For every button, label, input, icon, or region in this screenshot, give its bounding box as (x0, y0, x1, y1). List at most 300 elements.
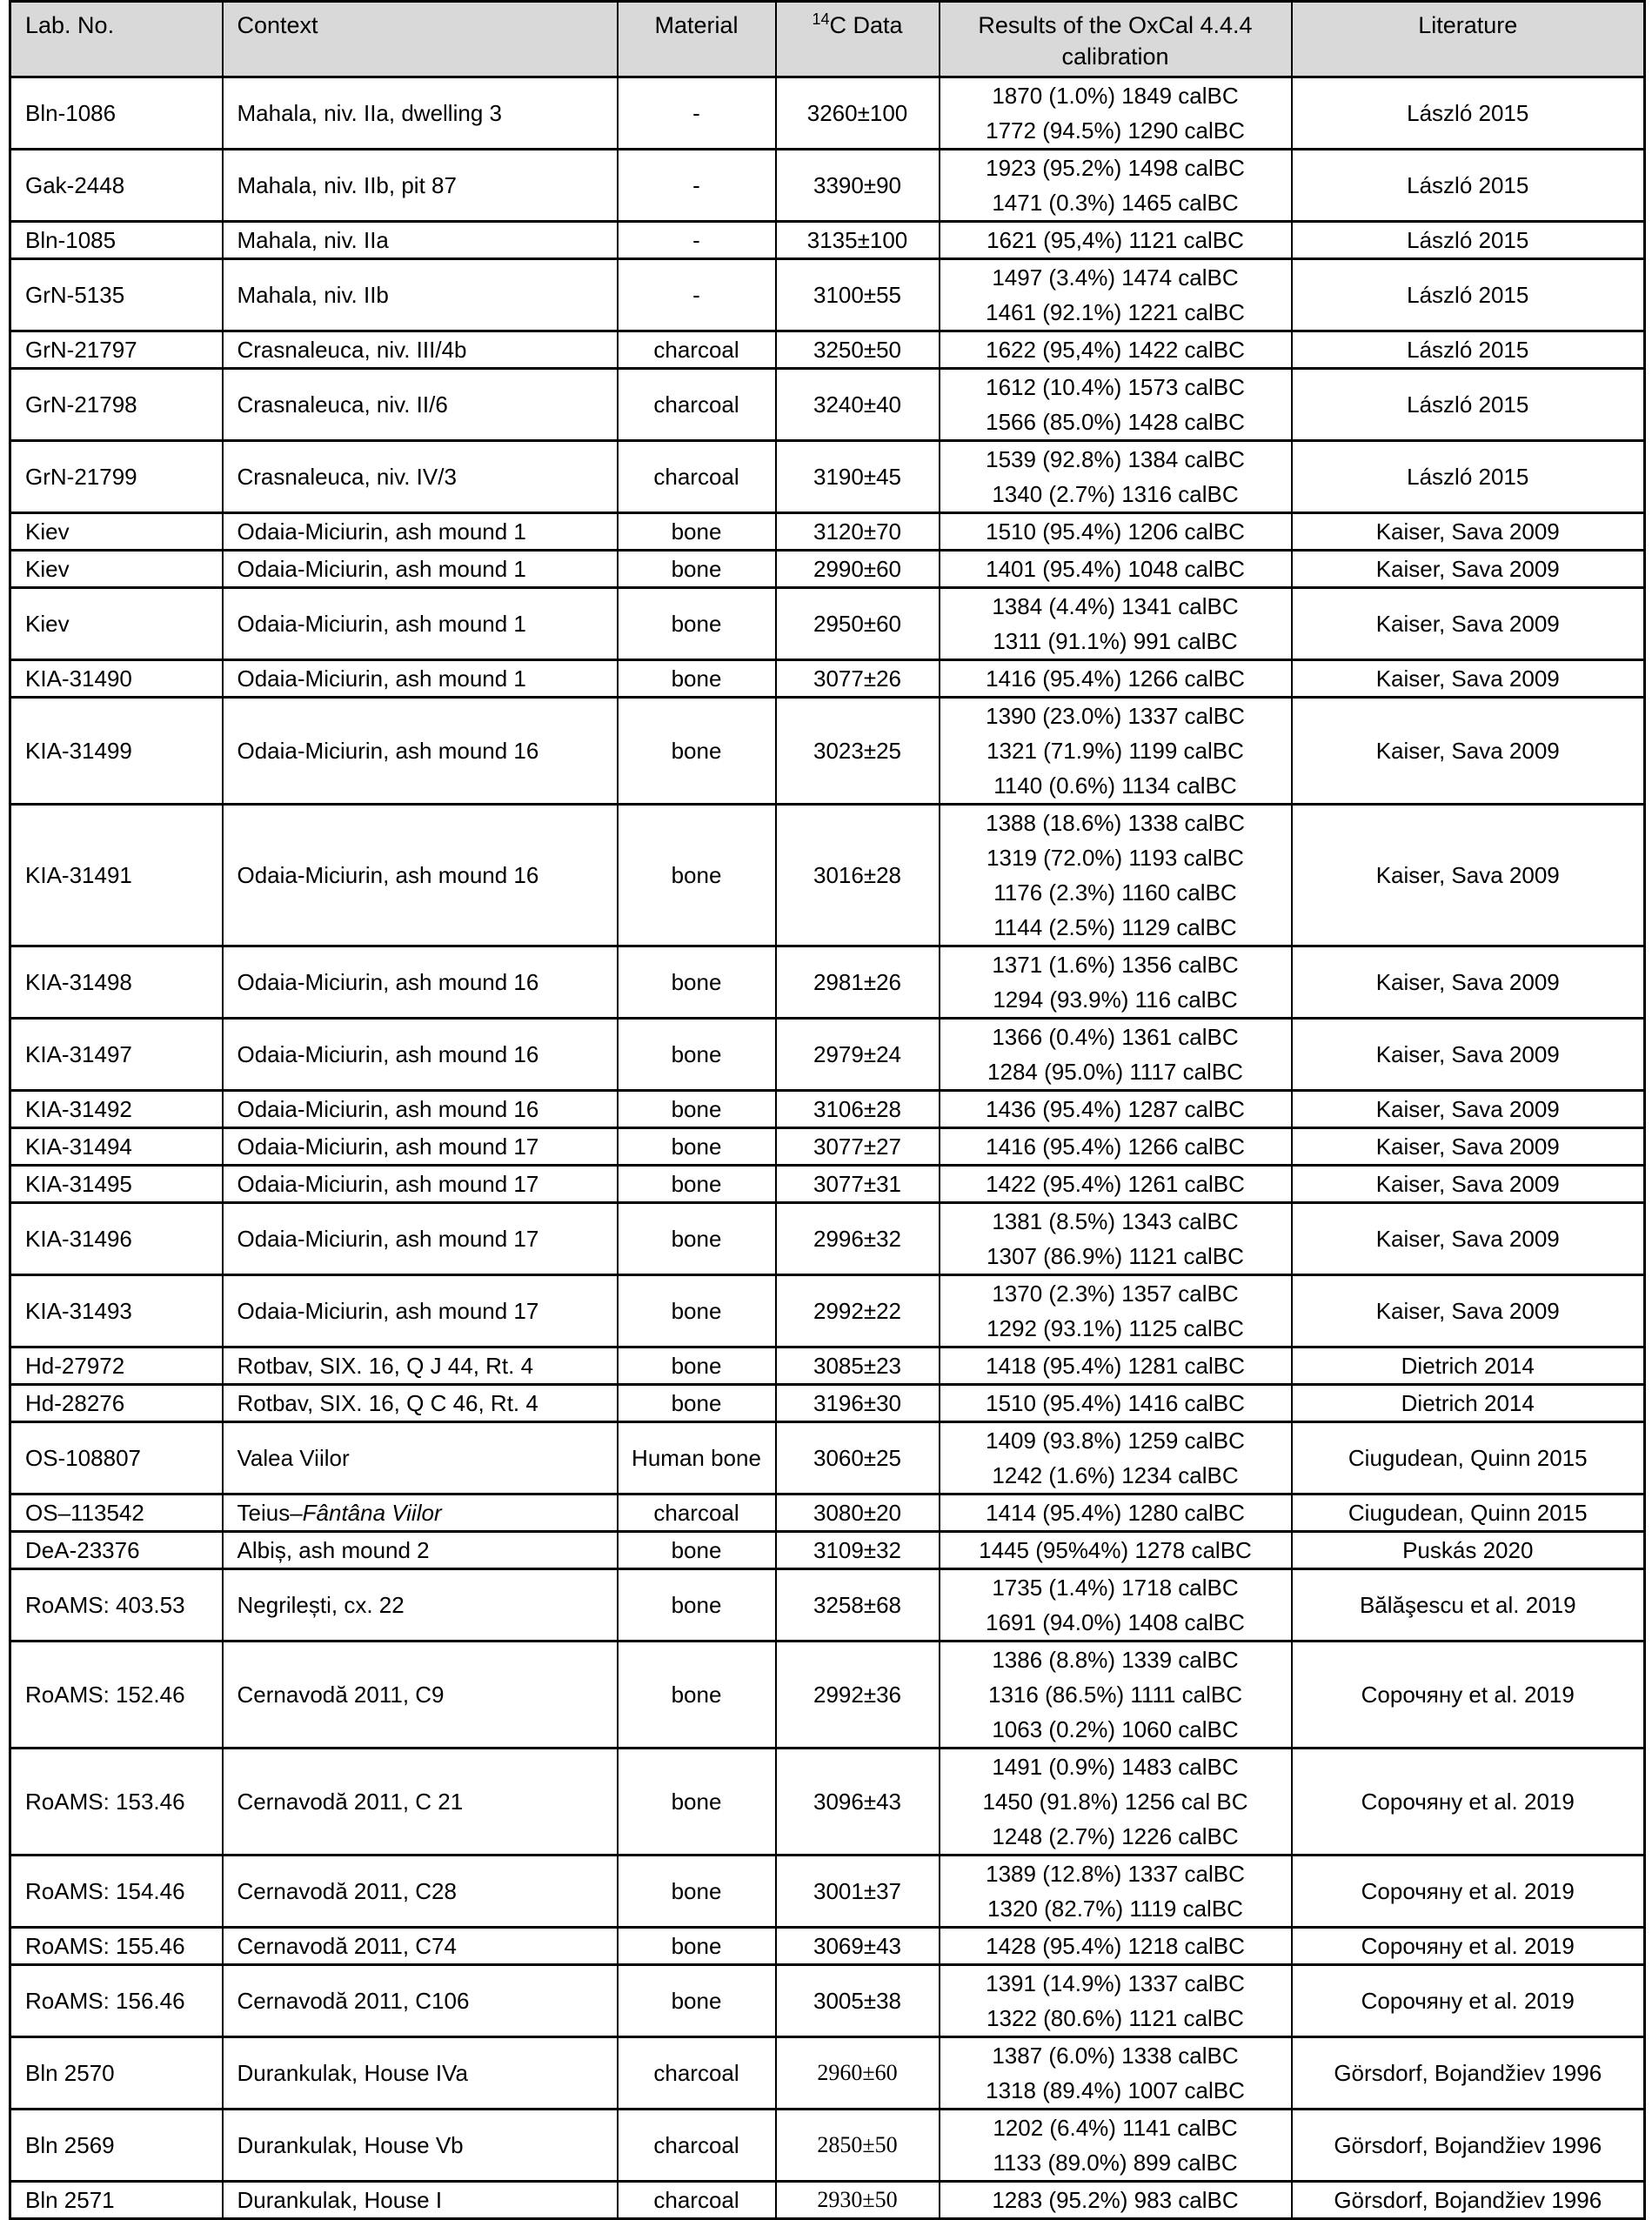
calibration-result-line: 1283 (95.2%) 983 calBC (992, 2187, 1239, 2213)
cell-context: Cernavodă 2011, C74 (223, 1928, 618, 1965)
cell-c14-data: 3190±45 (776, 441, 940, 513)
cell-lab-no: RoAMS: 153.46 (10, 1749, 223, 1856)
cell-literature: Görsdorf, Bojandžiev 1996 (1292, 2037, 1645, 2110)
calibration-result-line: 1366 (0.4%) 1361 calBC (992, 1024, 1239, 1050)
cell-c14-data: 2950±60 (776, 588, 940, 660)
col-header-lab-no: Lab. No. (10, 2, 223, 77)
cell-calibration-results (940, 1019, 1292, 1091)
cell-calibration-results (940, 1749, 1292, 1856)
calibration-result-line: 1416 (95.4%) 1266 calBC (986, 665, 1245, 692)
cell-lab-no: KIA-31494 (10, 1128, 223, 1166)
cell-lab-no: KIA-31496 (10, 1203, 223, 1275)
cell-literature: László 2015 (1292, 150, 1645, 222)
cell-context: Negrilești, cx. 22 (223, 1569, 618, 1642)
calibration-result-line: 1386 (8.8%) 1339 calBC (992, 1647, 1239, 1673)
cell-literature: Kaiser, Sava 2009 (1292, 551, 1645, 588)
cell-c14-data: 3196±30 (776, 1385, 940, 1422)
calibration-result-line: 1510 (95.4%) 1206 calBC (986, 518, 1245, 545)
cell-c14-data: 3080±20 (776, 1494, 940, 1532)
calibration-result-line: 1340 (2.7%) 1316 calBC (992, 481, 1239, 507)
calibration-result-line: 1436 (95.4%) 1287 calBC (986, 1096, 1245, 1122)
table-header (10, 2, 1645, 77)
cell-context: Mahala, niv. IIa (223, 222, 618, 259)
cell-material: - (618, 259, 776, 331)
calibration-result-line: 1371 (1.6%) 1356 calBC (992, 952, 1239, 978)
calibration-result-line: 1461 (92.1%) 1221 calBC (986, 299, 1245, 325)
cell-calibration-results (940, 1569, 1292, 1642)
cell-context: Odaia-Miciurin, ash mound 1 (223, 588, 618, 660)
cell-literature: Kaiser, Sava 2009 (1292, 1091, 1645, 1128)
cell-c14-data: 3135±100 (776, 222, 940, 259)
cell-lab-no: KIA-31491 (10, 805, 223, 946)
cell-context: Mahala, niv. IIb (223, 259, 618, 331)
cell-lab-no: KIA-31498 (10, 946, 223, 1019)
cell-material: bone (618, 1532, 776, 1569)
cell-calibration-results (940, 2037, 1292, 2110)
table-row (10, 2182, 1645, 2219)
cell-material: bone (618, 1091, 776, 1128)
cell-lab-no: GrN-21799 (10, 441, 223, 513)
c14-label: C Data (829, 12, 903, 38)
cell-lab-no: Kiev (10, 588, 223, 660)
cell-material: charcoal (618, 2037, 776, 2110)
cell-c14-data: 2960±60 (776, 2037, 940, 2110)
table-row (10, 1128, 1645, 1166)
calibration-result-line: 1292 (93.1%) 1125 calBC (987, 1315, 1244, 1341)
cell-material: bone (618, 946, 776, 1019)
cell-context: Odaia-Miciurin, ash mound 16 (223, 805, 618, 946)
table-row (10, 1928, 1645, 1965)
calibration-result-line: 1390 (23.0%) 1337 calBC (986, 703, 1245, 729)
cell-lab-no: Bln-1086 (10, 77, 223, 150)
cell-lab-no: KIA-31499 (10, 698, 223, 805)
cell-context: Rotbav, SIX. 16, Q C 46, Rt. 4 (223, 1385, 618, 1422)
calibration-result-line: 1307 (86.9%) 1121 calBC (987, 1243, 1244, 1269)
results-header-line2: calibration (1061, 43, 1169, 70)
calibration-result-line: 1621 (95,4%) 1121 calBC (987, 227, 1244, 253)
cell-literature: László 2015 (1292, 77, 1645, 150)
cell-lab-no: RoAMS: 152.46 (10, 1642, 223, 1749)
cell-material: charcoal (618, 369, 776, 441)
table-row (10, 805, 1645, 946)
cell-lab-no: GrN-21798 (10, 369, 223, 441)
cell-c14-data: 2930±50 (776, 2182, 940, 2219)
cell-lab-no: KIA-31495 (10, 1166, 223, 1203)
cell-calibration-results (940, 805, 1292, 946)
cell-context: Durankulak, House I (223, 2182, 618, 2219)
cell-lab-no: Hd-27972 (10, 1347, 223, 1385)
cell-context: Albiș, ash mound 2 (223, 1532, 618, 1569)
cell-literature: Kaiser, Sava 2009 (1292, 698, 1645, 805)
table-row (10, 1203, 1645, 1275)
cell-context: Odaia-Miciurin, ash mound 1 (223, 660, 618, 698)
calibration-result-line: 1539 (92.8%) 1384 calBC (986, 446, 1245, 472)
cell-literature: Сорочяну et al. 2019 (1292, 1642, 1645, 1749)
cell-material: - (618, 150, 776, 222)
cell-c14-data: 3240±40 (776, 369, 940, 441)
cell-calibration-results (940, 77, 1292, 150)
table-row (10, 1166, 1645, 1203)
calibration-result-line: 1387 (6.0%) 1338 calBC (992, 2043, 1239, 2069)
col-header-c14-data (776, 2, 940, 77)
cell-literature: Kaiser, Sava 2009 (1292, 1275, 1645, 1347)
cell-lab-no: OS–113542 (10, 1494, 223, 1532)
table-row (10, 551, 1645, 588)
calibration-result-line: 1772 (94.5%) 1290 calBC (986, 117, 1245, 144)
calibration-result-line: 1144 (2.5%) 1129 calBC (993, 914, 1237, 940)
calibration-result-line: 1923 (95.2%) 1498 calBC (986, 155, 1245, 181)
cell-c14-data: 3260±100 (776, 77, 940, 150)
cell-calibration-results (940, 1385, 1292, 1422)
cell-c14-data: 2990±60 (776, 551, 940, 588)
cell-context: Odaia-Miciurin, ash mound 1 (223, 513, 618, 551)
cell-context: Odaia-Miciurin, ash mound 16 (223, 698, 618, 805)
cell-calibration-results (940, 2110, 1292, 2182)
cell-material: bone (618, 1749, 776, 1856)
cell-literature: László 2015 (1292, 259, 1645, 331)
calibration-result-line: 1414 (95.4%) 1280 calBC (986, 1500, 1245, 1526)
cell-lab-no: RoAMS: 155.46 (10, 1928, 223, 1965)
cell-context: Crasnaleuca, niv. III/4b (223, 331, 618, 369)
cell-literature: Kaiser, Sava 2009 (1292, 1128, 1645, 1166)
cell-calibration-results (940, 698, 1292, 805)
table-row (10, 331, 1645, 369)
cell-c14-data: 3069±43 (776, 1928, 940, 1965)
cell-c14-data: 2992±22 (776, 1275, 940, 1347)
table-row (10, 1019, 1645, 1091)
cell-context: Rotbav, SIX. 16, Q J 44, Rt. 4 (223, 1347, 618, 1385)
table-row (10, 2110, 1645, 2182)
table-header-row (10, 2, 1645, 77)
col-header-context: Context (223, 2, 618, 77)
cell-calibration-results (940, 222, 1292, 259)
cell-context: Odaia-Miciurin, ash mound 17 (223, 1275, 618, 1347)
cell-literature: Dietrich 2014 (1292, 1347, 1645, 1385)
cell-material: bone (618, 1569, 776, 1642)
cell-material: bone (618, 1347, 776, 1385)
cell-calibration-results (940, 946, 1292, 1019)
cell-calibration-results (940, 1965, 1292, 2037)
cell-material: bone (618, 551, 776, 588)
calibration-result-line: 1381 (8.5%) 1343 calBC (992, 1208, 1239, 1234)
calibration-result-line: 1316 (86.5%) 1111 calBC (988, 1682, 1242, 1708)
cell-lab-no: Kiev (10, 513, 223, 551)
cell-material: bone (618, 588, 776, 660)
radiocarbon-dates-table (9, 0, 1646, 2220)
cell-c14-data: 3023±25 (776, 698, 940, 805)
calibration-result-line: 1063 (0.2%) 1060 calBC (992, 1716, 1239, 1742)
cell-material: Human bone (618, 1422, 776, 1494)
cell-c14-data: 2979±24 (776, 1019, 940, 1091)
cell-lab-no: KIA-31490 (10, 660, 223, 698)
cell-lab-no: OS-108807 (10, 1422, 223, 1494)
cell-context: Cernavodă 2011, C28 (223, 1856, 618, 1928)
table-row (10, 1965, 1645, 2037)
calibration-result-line: 1389 (12.8%) 1337 calBC (986, 1861, 1245, 1887)
calibration-result-line: 1422 (95.4%) 1261 calBC (986, 1171, 1245, 1197)
cell-lab-no: KIA-31493 (10, 1275, 223, 1347)
cell-calibration-results (940, 1494, 1292, 1532)
results-header-line1: Results of the OxCal 4.4.4 (978, 12, 1253, 38)
cell-material: bone (618, 1203, 776, 1275)
cell-context: Cernavodă 2011, C106 (223, 1965, 618, 2037)
cell-c14-data: 3390±90 (776, 150, 940, 222)
table-row (10, 1275, 1645, 1347)
cell-calibration-results (940, 513, 1292, 551)
cell-calibration-results (940, 331, 1292, 369)
table-row (10, 259, 1645, 331)
table-row (10, 588, 1645, 660)
table-row (10, 1642, 1645, 1749)
cell-c14-data: 3005±38 (776, 1965, 940, 2037)
cell-calibration-results (940, 1422, 1292, 1494)
cell-material: charcoal (618, 331, 776, 369)
cell-c14-data: 3109±32 (776, 1532, 940, 1569)
cell-literature: László 2015 (1292, 441, 1645, 513)
cell-lab-no: Gak-2448 (10, 150, 223, 222)
cell-literature: Сорочяну et al. 2019 (1292, 1928, 1645, 1965)
cell-literature: Сорочяну et al. 2019 (1292, 1965, 1645, 2037)
cell-c14-data: 3120±70 (776, 513, 940, 551)
cell-literature: Görsdorf, Bojandžiev 1996 (1292, 2110, 1645, 2182)
cell-material: - (618, 77, 776, 150)
cell-context: Odaia-Miciurin, ash mound 1 (223, 551, 618, 588)
table-row (10, 1494, 1645, 1532)
table-row (10, 441, 1645, 513)
cell-c14-data: 3077±27 (776, 1128, 940, 1166)
cell-material: bone (618, 1928, 776, 1965)
cell-context: Odaia-Miciurin, ash mound 17 (223, 1166, 618, 1203)
cell-material: bone (618, 1128, 776, 1166)
cell-material: charcoal (618, 2182, 776, 2219)
calibration-result-line: 1401 (95.4%) 1048 calBC (986, 556, 1245, 582)
cell-lab-no: Bln-1085 (10, 222, 223, 259)
cell-calibration-results (940, 2182, 1292, 2219)
cell-lab-no: KIA-31492 (10, 1091, 223, 1128)
cell-c14-data: 3060±25 (776, 1422, 940, 1494)
cell-literature: Kaiser, Sava 2009 (1292, 513, 1645, 551)
table-row (10, 1347, 1645, 1385)
cell-context: Mahala, niv. IIa, dwelling 3 (223, 77, 618, 150)
cell-context: Odaia-Miciurin, ash mound 16 (223, 1019, 618, 1091)
cell-calibration-results (940, 1275, 1292, 1347)
table-body (10, 77, 1645, 2219)
cell-literature: László 2015 (1292, 222, 1645, 259)
calibration-result-line: 1321 (71.9%) 1199 calBC (987, 738, 1244, 764)
cell-literature: Сорочяну et al. 2019 (1292, 1749, 1645, 1856)
cell-context: Durankulak, House IVa (223, 2037, 618, 2110)
calibration-result-line: 1450 (91.8%) 1256 cal BC (982, 1789, 1248, 1815)
table-row (10, 77, 1645, 150)
cell-calibration-results (940, 1642, 1292, 1749)
cell-context: Crasnaleuca, niv. II/6 (223, 369, 618, 441)
cell-literature: Ciugudean, Quinn 2015 (1292, 1422, 1645, 1494)
cell-context: Valea Viilor (223, 1422, 618, 1494)
cell-calibration-results (940, 369, 1292, 441)
calibration-result-line: 1133 (89.0%) 899 calBC (993, 2150, 1238, 2176)
cell-material: bone (618, 698, 776, 805)
cell-lab-no: Kiev (10, 551, 223, 588)
calibration-result-line: 1491 (0.9%) 1483 calBC (992, 1754, 1239, 1780)
cell-c14-data: 3001±37 (776, 1856, 940, 1928)
calibration-result-line: 1622 (95,4%) 1422 calBC (986, 337, 1245, 363)
cell-lab-no: GrN-21797 (10, 331, 223, 369)
cell-calibration-results (940, 1856, 1292, 1928)
cell-c14-data: 3096±43 (776, 1749, 940, 1856)
c14-superscript: 14 (812, 10, 830, 28)
cell-c14-data: 2996±32 (776, 1203, 940, 1275)
table-row (10, 698, 1645, 805)
cell-calibration-results (940, 1347, 1292, 1385)
cell-context: Odaia-Miciurin, ash mound 16 (223, 1091, 618, 1128)
cell-literature: Kaiser, Sava 2009 (1292, 946, 1645, 1019)
cell-material: bone (618, 513, 776, 551)
calibration-result-line: 1311 (91.1%) 991 calBC (993, 628, 1238, 654)
table-row (10, 1385, 1645, 1422)
calibration-result-line: 1318 (89.4%) 1007 calBC (986, 2077, 1245, 2103)
calibration-result-line: 1409 (93.8%) 1259 calBC (986, 1428, 1245, 1454)
cell-calibration-results (940, 1166, 1292, 1203)
cell-material: bone (618, 1385, 776, 1422)
cell-c14-data: 3085±23 (776, 1347, 940, 1385)
cell-context (223, 1494, 618, 1532)
cell-literature: Kaiser, Sava 2009 (1292, 1019, 1645, 1091)
cell-context: Odaia-Miciurin, ash mound 17 (223, 1128, 618, 1166)
cell-calibration-results (940, 1532, 1292, 1569)
calibration-result-line: 1471 (0.3%) 1465 calBC (992, 190, 1239, 216)
table-row (10, 1091, 1645, 1128)
context-prefix: Teius– (237, 1500, 303, 1526)
cell-lab-no: RoAMS: 403.53 (10, 1569, 223, 1642)
cell-lab-no: RoAMS: 156.46 (10, 1965, 223, 2037)
cell-calibration-results (940, 1203, 1292, 1275)
cell-material: bone (618, 1965, 776, 2037)
calibration-result-line: 1691 (94.0%) 1408 calBC (986, 1609, 1245, 1635)
cell-lab-no: Bln 2569 (10, 2110, 223, 2182)
calibration-result-line: 1416 (95.4%) 1266 calBC (986, 1133, 1245, 1160)
cell-lab-no: Hd-28276 (10, 1385, 223, 1422)
cell-literature: László 2015 (1292, 369, 1645, 441)
calibration-result-line: 1510 (95.4%) 1416 calBC (986, 1390, 1245, 1416)
cell-c14-data: 2850±50 (776, 2110, 940, 2182)
calibration-result-line: 1370 (2.3%) 1357 calBC (992, 1281, 1239, 1307)
table-row (10, 946, 1645, 1019)
cell-calibration-results (940, 1128, 1292, 1166)
calibration-result-line: 1497 (3.4%) 1474 calBC (992, 264, 1239, 291)
cell-material: bone (618, 805, 776, 946)
cell-material: bone (618, 1019, 776, 1091)
cell-literature: László 2015 (1292, 331, 1645, 369)
calibration-result-line: 1320 (82.7%) 1119 calBC (987, 1896, 1243, 1922)
cell-material: charcoal (618, 1494, 776, 1532)
calibration-result-line: 1319 (72.0%) 1193 calBC (987, 845, 1244, 871)
calibration-result-line: 1388 (18.6%) 1338 calBC (986, 810, 1245, 836)
cell-material: bone (618, 1642, 776, 1749)
cell-calibration-results (940, 1928, 1292, 1965)
cell-material: bone (618, 1856, 776, 1928)
table-row (10, 660, 1645, 698)
cell-calibration-results (940, 1091, 1292, 1128)
col-header-literature: Literature (1292, 2, 1645, 77)
table-row (10, 369, 1645, 441)
cell-lab-no: RoAMS: 154.46 (10, 1856, 223, 1928)
cell-material: - (618, 222, 776, 259)
cell-literature: Kaiser, Sava 2009 (1292, 805, 1645, 946)
cell-c14-data: 3077±26 (776, 660, 940, 698)
cell-material: bone (618, 1275, 776, 1347)
cell-calibration-results (940, 660, 1292, 698)
cell-literature: Kaiser, Sava 2009 (1292, 1166, 1645, 1203)
cell-literature: Bălăşescu et al. 2019 (1292, 1569, 1645, 1642)
cell-c14-data: 2981±26 (776, 946, 940, 1019)
cell-calibration-results (940, 551, 1292, 588)
calibration-result-line: 1384 (4.4%) 1341 calBC (992, 593, 1239, 619)
table-row (10, 150, 1645, 222)
calibration-result-line: 1428 (95.4%) 1218 calBC (986, 1933, 1245, 1959)
cell-literature: Puskás 2020 (1292, 1532, 1645, 1569)
cell-calibration-results (940, 259, 1292, 331)
cell-c14-data: 3106±28 (776, 1091, 940, 1128)
cell-lab-no: DeA-23376 (10, 1532, 223, 1569)
calibration-result-line: 1735 (1.4%) 1718 calBC (992, 1575, 1239, 1601)
cell-material: charcoal (618, 2110, 776, 2182)
cell-calibration-results (940, 441, 1292, 513)
calibration-result-line: 1284 (95.0%) 1117 calBC (987, 1059, 1243, 1085)
cell-material: charcoal (618, 441, 776, 513)
cell-literature: Kaiser, Sava 2009 (1292, 660, 1645, 698)
cell-calibration-results (940, 150, 1292, 222)
table-row (10, 2037, 1645, 2110)
cell-c14-data: 3250±50 (776, 331, 940, 369)
calibration-result-line: 1391 (14.9%) 1337 calBC (986, 1970, 1245, 1996)
cell-context: Crasnaleuca, niv. IV/3 (223, 441, 618, 513)
table-row (10, 1749, 1645, 1856)
col-header-material: Material (618, 2, 776, 77)
cell-literature: Kaiser, Sava 2009 (1292, 1203, 1645, 1275)
cell-material: bone (618, 1166, 776, 1203)
cell-literature: Ciugudean, Quinn 2015 (1292, 1494, 1645, 1532)
calibration-result-line: 1870 (1.0%) 1849 calBC (992, 83, 1239, 109)
calibration-result-line: 1418 (95.4%) 1281 calBC (986, 1353, 1245, 1379)
calibration-result-line: 1242 (1.6%) 1234 calBC (992, 1462, 1239, 1488)
cell-literature: Görsdorf, Bojandžiev 1996 (1292, 2182, 1645, 2219)
cell-lab-no: GrN-5135 (10, 259, 223, 331)
table-row (10, 222, 1645, 259)
col-header-results (940, 2, 1292, 77)
cell-context: Durankulak, House Vb (223, 2110, 618, 2182)
cell-context: Odaia-Miciurin, ash mound 16 (223, 946, 618, 1019)
cell-lab-no: Bln 2570 (10, 2037, 223, 2110)
calibration-result-line: 1140 (0.6%) 1134 calBC (993, 772, 1237, 799)
calibration-result-line: 1612 (10.4%) 1573 calBC (986, 374, 1245, 400)
cell-c14-data: 3100±55 (776, 259, 940, 331)
cell-context: Cernavodă 2011, C9 (223, 1642, 618, 1749)
cell-lab-no: Bln 2571 (10, 2182, 223, 2219)
calibration-result-line: 1322 (80.6%) 1121 calBC (987, 2005, 1244, 2031)
table-row (10, 513, 1645, 551)
calibration-result-line: 1294 (93.9%) 116 calBC (993, 986, 1238, 1013)
calibration-result-line: 1566 (85.0%) 1428 calBC (986, 409, 1245, 435)
cell-calibration-results (940, 588, 1292, 660)
cell-c14-data: 3258±68 (776, 1569, 940, 1642)
table-row (10, 1422, 1645, 1494)
calibration-result-line: 1176 (2.3%) 1160 calBC (993, 879, 1237, 906)
cell-lab-no: KIA-31497 (10, 1019, 223, 1091)
calibration-result-line: 1202 (6.4%) 1141 calBC (993, 2115, 1238, 2141)
cell-literature: Kaiser, Sava 2009 (1292, 588, 1645, 660)
table-row (10, 1856, 1645, 1928)
cell-context: Odaia-Miciurin, ash mound 17 (223, 1203, 618, 1275)
